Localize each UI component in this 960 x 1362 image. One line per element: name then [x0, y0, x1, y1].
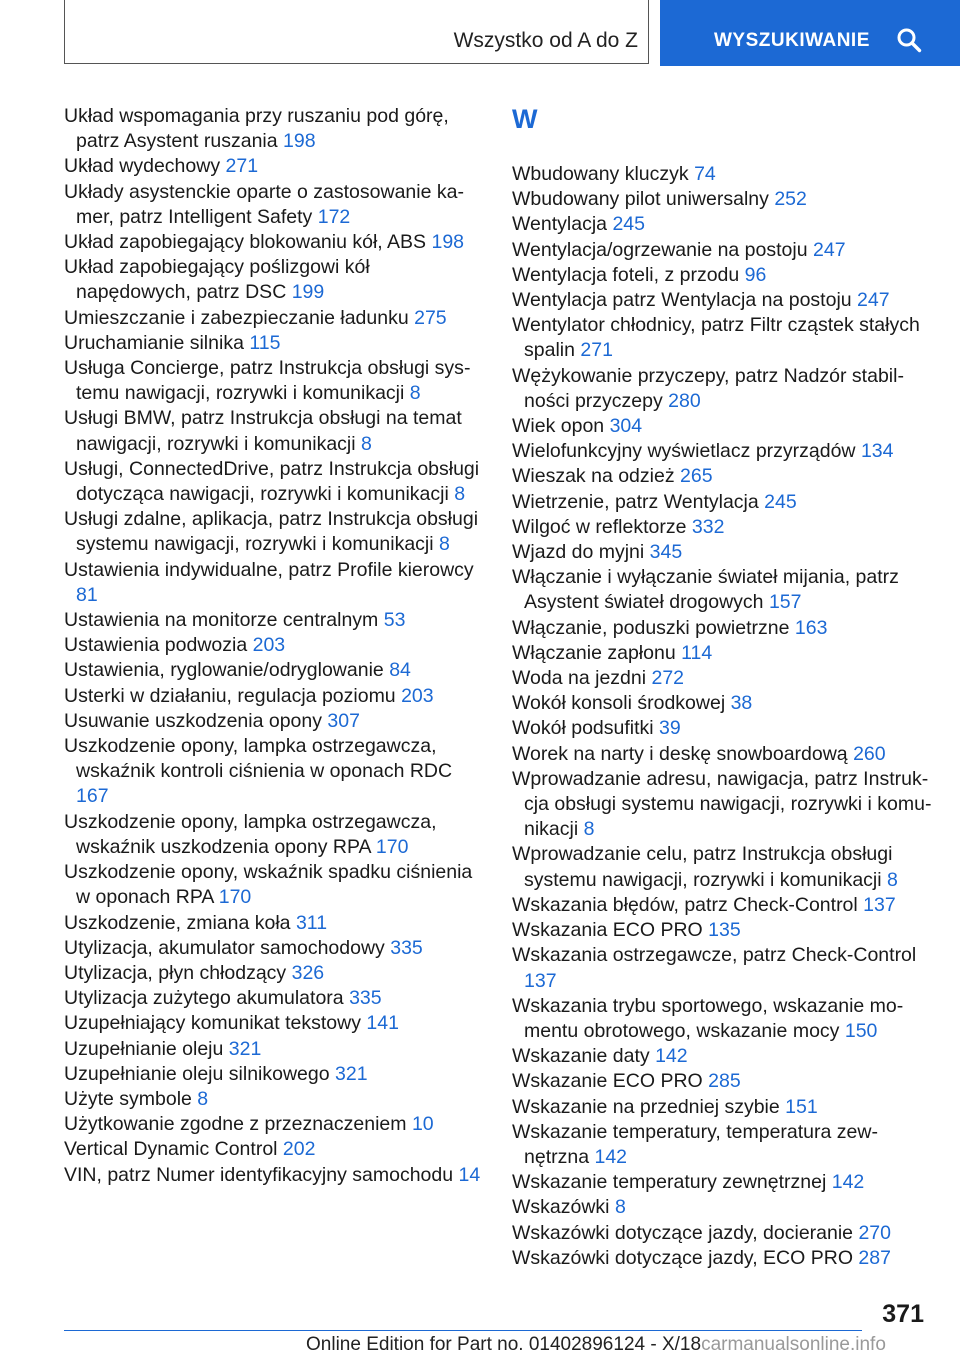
index-entry: [64, 1163, 484, 1188]
index-page-link[interactable]: 287: [858, 1246, 891, 1269]
index-entry-text: Usterki w działaniu, regulacja poziomu: [64, 684, 396, 707]
index-page-link[interactable]: 14: [458, 1163, 481, 1186]
index-page-link[interactable]: 10: [411, 1113, 434, 1136]
index-entry: [512, 464, 932, 489]
index-entry: [64, 230, 484, 255]
index-entry-text: Układ zapobiegający blokowaniu kół, ABS: [64, 231, 427, 254]
index-page-link[interactable]: 271: [580, 339, 613, 362]
index-page-link[interactable]: 345: [649, 541, 683, 564]
index-entry-text: Wentylacja: [512, 213, 608, 236]
footer-watermark: carmanualsonline.info: [701, 1334, 886, 1355]
index-page-link[interactable]: 326: [291, 961, 325, 984]
index-page-link[interactable]: 307: [327, 709, 360, 732]
index-page-link[interactable]: 172: [317, 205, 351, 228]
index-page-link[interactable]: 8: [583, 818, 595, 841]
index-entry-text: Uzupełnianie oleju: [64, 1037, 224, 1060]
index-page-link[interactable]: 335: [349, 987, 382, 1010]
index-entry-text: Wskazanie na przedniej szybie: [512, 1095, 780, 1118]
index-entry-text: Wbudowany pilot uniwersalny: [512, 188, 769, 211]
index-entry: [512, 490, 932, 515]
index-entry: [64, 356, 484, 406]
index-entry-text: Wskazówki dotyczące jazdy, ECO PRO: [512, 1246, 853, 1269]
search-icon: [896, 27, 922, 53]
index-entry: [64, 1112, 484, 1137]
index-entry: [64, 104, 484, 154]
index-entry-text: Wentylator chłodnicy, patrz Filtr cząstek stałych spalin: [512, 314, 920, 362]
index-entry: [64, 608, 484, 633]
index-page-link[interactable]: 335: [390, 936, 423, 959]
index-entry: [512, 540, 932, 565]
index-entry: [512, 238, 932, 263]
index-entry: [512, 716, 932, 741]
index-entry: [64, 684, 484, 709]
index-entry: [512, 842, 932, 892]
index-page-link[interactable]: 285: [708, 1070, 741, 1093]
index-page-link[interactable]: 332: [691, 515, 725, 538]
index-entry-text: Wentylacja/ogrzewanie na postoju: [512, 238, 808, 261]
index-entry: [512, 187, 932, 212]
index-entry-text: Wielofunkcyjny wyświetlacz przyrządów: [512, 440, 856, 463]
index-page-link[interactable]: 247: [813, 238, 846, 261]
index-entry-text: Usuwanie uszkodzenia opony: [64, 709, 322, 732]
index-entry: [512, 1246, 932, 1271]
index-entry-text: Wskazania ostrzegawcze, patrz Check-Control: [512, 944, 917, 967]
index-entry: [64, 860, 484, 910]
index-page-link[interactable]: 8: [887, 868, 898, 891]
index-entry-text: Wiek opon: [512, 415, 605, 438]
index-entry: [64, 331, 484, 356]
index-entry: [64, 1037, 484, 1062]
index-page-link[interactable]: 38: [730, 692, 753, 715]
index-entry-text: Ustawienia indywidualne, patrz Profile kierowcy: [64, 558, 474, 581]
index-entry-text: Układ zapobiegający poślizgowi kół napędowych, patrz DSC: [64, 256, 370, 304]
index-entry: [64, 457, 484, 507]
section-letter-w: W: [512, 104, 538, 134]
index-page-link[interactable]: 198: [283, 130, 316, 153]
index-entry: [64, 709, 484, 734]
index-page-link[interactable]: 137: [863, 893, 896, 916]
index-columns: [64, 104, 932, 1274]
index-entry-text: Układ wydechowy: [64, 155, 221, 178]
index-page-link[interactable]: 84: [389, 659, 411, 682]
index-entry-text: Worek na narty i deskę snowboardową: [512, 742, 848, 765]
index-page-link[interactable]: 134: [860, 440, 894, 463]
index-entry: [512, 364, 932, 414]
index-entry-text: Ustawienia, ryglowanie/odryglowanie: [64, 659, 384, 682]
index-entry: [512, 288, 932, 313]
index-entry-text: Uruchamianie silnika: [64, 331, 244, 354]
index-entry: [512, 1095, 932, 1120]
index-entry: [512, 414, 932, 439]
index-entry: [512, 1170, 932, 1195]
index-entry-text: Uzupełnianie oleju silnikowego: [64, 1062, 330, 1085]
index-entry: [64, 1137, 484, 1162]
index-entry-text: Wskazanie daty: [512, 1045, 650, 1068]
index-page-link[interactable]: 321: [335, 1062, 368, 1085]
index-entry-text: Wskazanie ECO PRO: [512, 1070, 703, 1093]
index-page-link[interactable]: 170: [218, 886, 252, 909]
index-entry-text: Utylizacja, akumulator samochodowy: [64, 936, 385, 959]
index-entry: [64, 558, 484, 608]
index-page-link[interactable]: 8: [197, 1087, 209, 1110]
index-page-link[interactable]: 170: [375, 835, 409, 858]
index-entry: [64, 507, 484, 557]
index-entry-text: Usługi zdalne, aplikacja, patrz Instrukcja obsługi systemu nawigacji, rozrywki i komunikacji: [64, 508, 479, 556]
index-page-link[interactable]: 135: [708, 919, 741, 942]
index-entry-text: Utylizacja zużytego akumulatora: [64, 987, 344, 1010]
index-entry-text: Wskazania błędów, patrz Check-Control: [512, 893, 858, 916]
index-page-link[interactable]: 199: [291, 281, 325, 304]
index-entry-text: Vertical Dynamic Control: [64, 1138, 278, 1161]
index-entry-text: Wieszak na odzież: [512, 465, 675, 488]
index-entry: [64, 306, 484, 331]
index-entry-text: Woda na jezdni: [512, 667, 647, 690]
index-entry: [512, 641, 932, 666]
index-entry: [64, 1062, 484, 1087]
index-entry: [512, 212, 932, 237]
index-entry: [64, 810, 484, 860]
index-entry: [512, 565, 932, 615]
index-page-link[interactable]: 260: [853, 742, 886, 765]
index-entry-text: Wskazanie temperatury zewnętrznej: [512, 1171, 827, 1194]
index-page-link[interactable]: 265: [680, 465, 713, 488]
index-page-link[interactable]: 142: [655, 1045, 688, 1068]
index-entry: [512, 313, 932, 363]
index-entry-text: Wprowadzanie celu, patrz Instrukcja obsługi systemu nawigacji, rozrywki i komunikacji: [512, 843, 893, 891]
index-page-link[interactable]: 321: [228, 1037, 262, 1060]
index-entry: [512, 943, 932, 993]
index-list-right: [512, 162, 932, 1271]
index-page-link[interactable]: 304: [609, 415, 643, 438]
index-entry-text: Wentylacja patrz Wentylacja na postoju: [512, 289, 852, 312]
footer-edition-text: Online Edition for Part no. 01402896124 - X/18: [306, 1334, 702, 1355]
index-page-link[interactable]: 8: [614, 1196, 626, 1219]
index-entry-text: Umieszczanie i zabezpieczanie ładunku: [64, 306, 409, 329]
index-page-link[interactable]: 163: [794, 616, 828, 639]
index-page-link[interactable]: 311: [295, 911, 328, 934]
index-page-link[interactable]: 53: [383, 609, 406, 632]
index-entry: [512, 691, 932, 716]
index-entry-text: Uszkodzenie, zmiana koła: [64, 911, 291, 934]
index-entry: [512, 1195, 932, 1220]
index-entry-text: Usługa Concierge, patrz Instrukcja obsługi systemu nawigacji, rozrywki i komunikacji: [64, 357, 471, 405]
index-entry: [512, 666, 932, 691]
index-page-link[interactable]: 272: [651, 667, 685, 690]
index-entry-text: Ustawienia podwozia: [64, 634, 248, 657]
index-entry: [512, 893, 932, 918]
index-page-link[interactable]: 203: [401, 684, 434, 707]
index-entry: [64, 180, 484, 230]
index-page-link[interactable]: 8: [454, 483, 466, 506]
index-entry: [512, 162, 932, 187]
page-number: 371: [882, 1300, 924, 1328]
index-entry-text: Usługi, ConnectedDrive, patrz Instrukcja obsługi dotycząca nawigacji, rozrywki i komunikacji: [64, 457, 480, 506]
index-entry-text: Ustawienia na monitorze centralnym: [64, 609, 379, 632]
index-page-link[interactable]: 150: [844, 1019, 878, 1042]
index-entry-text: Włączanie i wyłączanie świateł mijania, patrz Asystent świateł drogowych: [512, 566, 899, 614]
index-entry-text: Układy asystenckie oparte o zastosowanie kamer, patrz Intelligent Safety: [64, 180, 464, 228]
index-entry-text: Wietrzenie, patrz Wentylacja: [512, 490, 759, 513]
index-entry: [64, 1087, 484, 1112]
index-page-link[interactable]: 141: [366, 1012, 399, 1035]
index-entry-text: Utylizacja, płyn chłodzący: [64, 961, 287, 984]
index-entry-text: Wbudowany kluczyk: [512, 163, 689, 185]
footer-divider: [64, 1330, 862, 1331]
top-navigation: [64, 0, 960, 66]
index-entry-text: Uszkodzenie opony, lampka ostrzegawcza, wskaźnik kontroli ciśnienia w oponach RDC: [64, 735, 453, 783]
index-entry: [512, 994, 932, 1044]
index-entry-text: Wokół konsoli środkowej: [512, 692, 726, 715]
index-page-link[interactable]: 280: [668, 389, 701, 412]
index-page-link[interactable]: 8: [409, 382, 421, 405]
index-entry-text: Uzupełniający komunikat tekstowy: [64, 1012, 361, 1035]
index-page-link[interactable]: 39: [659, 717, 681, 740]
index-page-link[interactable]: 167: [76, 785, 109, 808]
index-entry: [512, 1120, 932, 1170]
index-entry: [64, 1011, 484, 1036]
index-page-link[interactable]: 247: [857, 289, 890, 312]
index-entry-text: Wskazania ECO PRO: [512, 919, 703, 942]
index-page-link[interactable]: 96: [744, 263, 767, 286]
index-page-link[interactable]: 203: [252, 634, 286, 657]
index-page-link[interactable]: 245: [612, 213, 645, 236]
index-page-link[interactable]: 81: [76, 583, 98, 606]
index-entry-text: Wprowadzanie adresu, nawigacja, patrz Instrukcja obsługi systemu nawigacji, rozrywki i komunikacji: [512, 767, 932, 841]
index-entry: [512, 515, 932, 540]
index-entry: [64, 911, 484, 936]
index-page-link[interactable]: 8: [361, 432, 372, 455]
index-entry: [64, 986, 484, 1011]
index-page-link[interactable]: 202: [282, 1138, 316, 1161]
index-entry: [512, 1044, 932, 1069]
index-page-link[interactable]: 142: [594, 1145, 628, 1168]
index-page-link[interactable]: 157: [768, 591, 802, 614]
index-entry: [64, 255, 484, 305]
index-entry-text: Wilgoć w reflektorze: [512, 515, 687, 538]
index-entry-text: Wokół podsufitki: [512, 717, 654, 740]
index-page-link[interactable]: 252: [774, 188, 807, 211]
index-entry: [64, 734, 484, 810]
index-entry-text: Wskazówki: [512, 1196, 610, 1219]
index-page-link[interactable]: 142: [831, 1171, 865, 1194]
index-entry-text: Wjazd do myjni: [512, 541, 645, 564]
index-entry: [64, 658, 484, 683]
index-entry-text: Uszkodzenie opony, wskaźnik spadku ciśnienia w oponach RPA: [64, 861, 473, 909]
index-entry: [512, 439, 932, 464]
index-page-link[interactable]: 114: [681, 641, 713, 664]
index-entry-text: Wężykowanie przyczepy, patrz Nadzór stabilności przyczepy: [512, 364, 904, 412]
index-page-link[interactable]: 8: [439, 533, 450, 556]
tab-a-to-z[interactable]: [64, 0, 649, 64]
index-page-link[interactable]: 271: [225, 155, 259, 178]
index-entry-text: Włączanie, poduszki powietrzne: [512, 616, 790, 639]
index-entry: [512, 263, 932, 288]
footer-edition: [306, 1334, 886, 1356]
tab-search-label: WYSZUKIWANIE: [714, 30, 870, 51]
index-page-link[interactable]: 275: [414, 306, 447, 329]
index-entry: [64, 961, 484, 986]
index-entry-text: Użytkowanie zgodne z przeznaczeniem: [64, 1113, 407, 1136]
index-entry-text: Wskazówki dotyczące jazdy, docieranie: [512, 1221, 854, 1244]
index-entry-text: Usługi BMW, patrz Instrukcja obsługi na temat nawigacji, rozrywki i komunikacji: [64, 407, 462, 455]
index-page-link[interactable]: 137: [524, 969, 557, 992]
index-page-link[interactable]: 151: [785, 1095, 818, 1118]
index-entry: [64, 406, 484, 456]
index-page-link[interactable]: 245: [764, 490, 797, 513]
tab-search[interactable]: [660, 0, 960, 66]
index-list-left: [64, 104, 484, 1188]
index-page-link[interactable]: 115: [249, 331, 281, 354]
index-entry: [64, 936, 484, 961]
index-entry: [512, 1069, 932, 1094]
index-entry: [512, 616, 932, 641]
index-entry: [512, 742, 932, 767]
index-entry: [64, 633, 484, 658]
index-entry-text: Wentylacja foteli, z przodu: [512, 263, 740, 286]
index-entry-text: Włączanie zapłonu: [512, 641, 676, 664]
index-entry: [64, 154, 484, 179]
index-entry: [512, 767, 932, 843]
index-column-left: [64, 104, 484, 1188]
index-entry: [512, 1221, 932, 1246]
index-entry-text: Układ wspomagania przy ruszaniu pod górę, patrz Asystent ruszania: [64, 105, 449, 153]
index-entry-text: Uszkodzenie opony, lampka ostrzegawcza, wskaźnik uszkodzenia opony RPA: [64, 810, 437, 858]
index-column-right: [512, 104, 932, 1271]
index-entry-text: Wskazanie temperatury, temperatura zewnętrzna: [512, 1120, 878, 1168]
index-page-link[interactable]: 270: [858, 1221, 891, 1244]
index-entry: [512, 918, 932, 943]
index-entry-text: VIN, patrz Numer identyfikacyjny samochodu: [64, 1163, 454, 1186]
index-entry-text: Wskazania trybu sportowego, wskazanie momentu obrotowego, wskazanie mocy: [512, 994, 904, 1042]
index-page-link[interactable]: 198: [431, 231, 465, 254]
tab-a-to-z-label: Wszystko od A do Z: [453, 29, 638, 52]
index-entry-text: Użyte symbole: [64, 1087, 192, 1110]
index-page-link[interactable]: 74: [694, 163, 716, 185]
